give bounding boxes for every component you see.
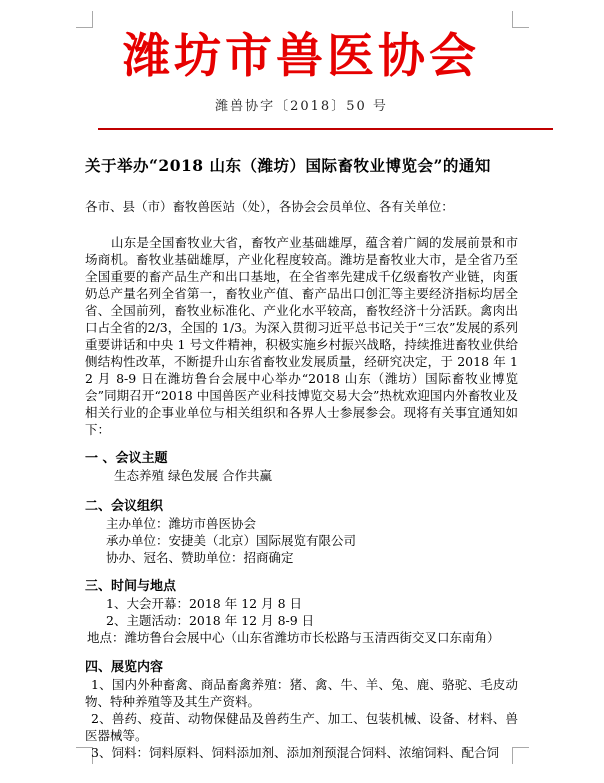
section-heading-4: 四、展览内容 <box>85 660 164 675</box>
section-1-line-1: 生态养殖 绿色发展 合作共赢 <box>114 468 272 483</box>
section-3-line-2: 2、主题活动：2018 年 12 月 8-9 日 <box>106 613 315 628</box>
document-content <box>85 0 518 761</box>
letterhead-title: 潍坊市兽医协会 <box>123 29 480 84</box>
section-heading-2: 二、会议组织 <box>85 499 164 514</box>
section-2-line-2: 承办单位：安捷美（北京）国际展览有限公司 <box>106 533 357 548</box>
section-4-item-2: 2、兽药、疫苗、动物保健品及兽药生产、加工、包装机械、设备、材料、兽医器械等。 <box>85 711 518 743</box>
intro-paragraph: 山东是全国畜牧业大省，畜牧产业基础雄厚，蕴含着广阔的发展前景和市场商机。畜牧业基础雄厚，产业化程度较高。潍坊是畜牧业大市，是全省乃至全国重要的畜产品生产和出口基地，在全省率先建成千亿级畜牧产业链，肉蛋奶总产量名列全省第一，畜牧业产值、畜产品出口创汇等主要经济指标均居全省、全国前列，畜牧业标准化、产业化水平较高，畜牧经济十分活跃。禽肉出口占全省的2/3，全国的 1/3。为深入贯彻习近平总书记关于“三农”发展的系列重要讲话和中央 1 号文件精神，积极实施乡村振兴战略，持续推进畜牧业供给侧结构性改革，不断提升山东省畜牧业发展质量，经研究决定，于 2018 年 12 月 8-9 日在潍坊鲁台会展中心举办“2018 山东（潍坊）国际畜牧业博览会”同期召开“2018 中国兽医产业科技博览交易大会”热枕欢迎国内外畜牧业及相关行业的企事业单位与相关组织和各界人士参展参会。现将有关事宜通知如下： <box>85 235 518 437</box>
document-number: 潍兽协字〔2018〕50 号 <box>215 99 388 114</box>
section-exhibition-content <box>85 659 518 761</box>
section-heading-1: 一 、会议主题 <box>85 451 168 466</box>
letterhead-divider-line <box>98 128 553 130</box>
section-4-item-1: 1、国内外种畜禽、商品畜禽养殖：猪、禽、牛、羊、兔、鹿、骆驼、毛皮动物、特种养殖等及其生产资料。 <box>85 677 518 709</box>
section-4-item-3: 3、饲料：饲料原料、饲料添加剂、添加剂预混合饲料、浓缩饲料、配合饲 <box>91 745 499 760</box>
section-3-line-3: 地点：潍坊鲁台会展中心（山东省潍坊市长松路与玉清西街交叉口东南角） <box>87 630 500 645</box>
section-heading-3: 三、时间与地点 <box>85 579 177 594</box>
section-2-line-3: 协办、冠名、赞助单位：招商确定 <box>106 550 294 565</box>
section-meeting-theme <box>85 450 518 484</box>
section-2-line-1: 主办单位：潍坊市兽医协会 <box>106 516 257 531</box>
section-3-line-1: 1、大会开幕：2018 年 12 月 8 日 <box>106 596 302 611</box>
notice-title: 关于举办“2018 山东（潍坊）国际畜牧业博览会”的通知 <box>85 156 491 175</box>
section-time-and-place <box>85 578 518 646</box>
salutation-line: 各市、县（市）畜牧兽医站（处），各协会会员单位、各有关单位： <box>85 199 454 214</box>
section-meeting-organization <box>85 498 518 566</box>
